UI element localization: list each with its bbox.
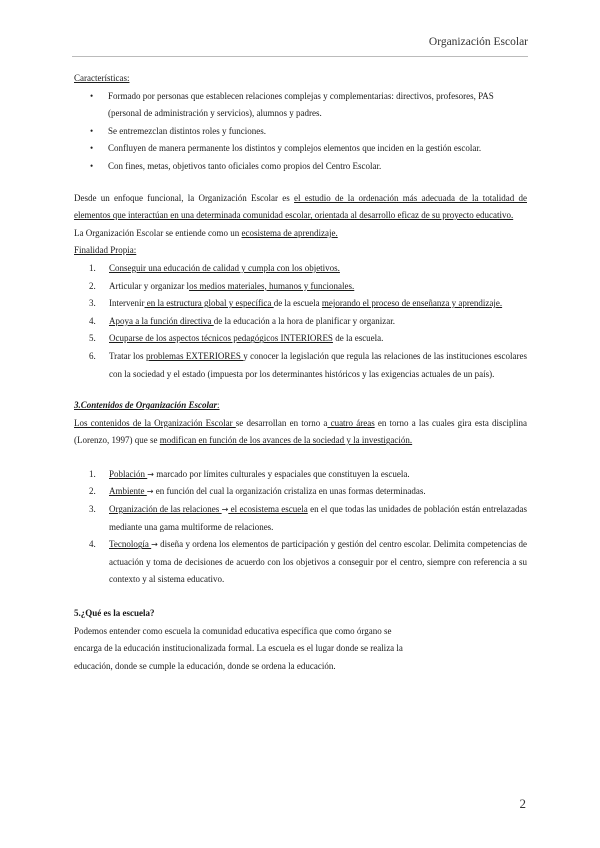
escuela-line: encarga de la educación institucionalizada formal. La escuela es el lugar donde se realiza la [74, 643, 403, 654]
list-item: 2. Ambiente → en función del cual la organización cristaliza en unas formas determinadas. [89, 486, 426, 497]
list-item: 1. Población → marcado por límites culturales y espaciales que constituyen la escuela. [89, 468, 410, 479]
definition-underlined: el estudio de la ordenación más adecuada de la totalidad de elementos que interactúan en una determinada comunidad escolar, orientada al desarrollo eficaz de su proyecto educativo. [74, 192, 527, 221]
list-item: 3. Organización de las relaciones → el ecosistema escuela en el que todas las unidades de población están entrelazadas mediante una gama multiforme de relaciones. [89, 504, 527, 532]
contenidos-heading: 3.Contenidos de Organización Escolar: [74, 400, 220, 411]
list-item: 5. Ocuparse de los aspectos técnicos pedagógicos INTERIORES de la escuela. [89, 333, 384, 344]
finalidad-heading: Finalidad Propia: [74, 245, 137, 256]
list-item: 1. Conseguir una educación de calidad y cumpla con los objetivos. [89, 262, 340, 273]
list-item: 3. Intervenir en la estructura global y específica de la escuela mejorando el proceso de enseñanza y aprendizaje. [89, 298, 503, 309]
caracteristicas-list [74, 88, 527, 176]
escuela-heading: 5.¿Qué es la escuela? [74, 608, 155, 619]
list-item: 4. Apoya a la función directiva de la educación a la hora de planificar y organizar. [89, 315, 395, 326]
list-item: • Con fines, metas, objetivos tanto oficiales como propios del Centro Escolar. [74, 158, 527, 176]
list-item: 6. Tratar los problemas EXTERIORES y conocer la legislación que regula las relaciones de las instituciones escolares con la sociedad y el estado (impuesta por los determinantes históricos y las exigencias actuales de un país). [89, 350, 527, 379]
page-header-title: Organización Escolar [428, 36, 528, 48]
right-arrow-icon: → [151, 540, 158, 550]
list-item: • Se entremezclan distintos roles y funciones. [74, 123, 527, 141]
ecosistema-line: La Organización Escolar se entiende como un ecosistema de aprendizaje. [74, 227, 338, 238]
right-arrow-icon: → [221, 505, 229, 515]
funcional-paragraph: Desde un enfoque funcional, la Organización Escolar es el estudio de la ordenación más adecuada de la totalidad de elementos que interactúan en una determinada comunidad escolar, orientada al desarrollo eficaz de su proyecto educativo. [74, 192, 527, 221]
list-item: • Confluyen de manera permanente los distintos y complejos elementos que inciden en la gestión escolar. [74, 140, 527, 158]
list-item: 2. Articular y organizar los medios materiales, humanos y funcionales. [89, 280, 355, 291]
list-item: 4. Tecnología → diseña y ordena los elementos de participación y gestión del centro escolar. Delimita competencias de actuación y toma de decisiones de acuerdo con los objetivos a conseguir por el centro, siempre con referencia a su contexto y al sistema educativo. [89, 539, 527, 585]
page-body [74, 70, 527, 675]
list-item: • Formado por personas que establecen relaciones complejas y complementarias: directivos, profesores, PAS (personal de administración y servicios), alumnos y padres. [74, 88, 527, 123]
finalidad-list [74, 260, 527, 383]
right-arrow-icon: → [146, 487, 154, 497]
right-arrow-icon: → [147, 469, 154, 479]
contenidos-paragraph: Los contenidos de la Organización Escolar se desarrollan en torno a cuatro áreas en torno a las cuales gira esta disciplina (Lorenzo, 1997) que se modifican en función de los avances de la sociedad y la investigación. [74, 417, 527, 446]
header-divider [72, 56, 528, 57]
escuela-line: educación, donde se cumple la educación, donde se ordena la educación. [74, 660, 336, 671]
caracteristicas-heading: Características: [74, 73, 130, 83]
escuela-line: Podemos entender como escuela la comunidad educativa específica que como órgano se [74, 625, 392, 636]
page-number: 2 [519, 796, 526, 811]
contenidos-list [74, 466, 527, 589]
